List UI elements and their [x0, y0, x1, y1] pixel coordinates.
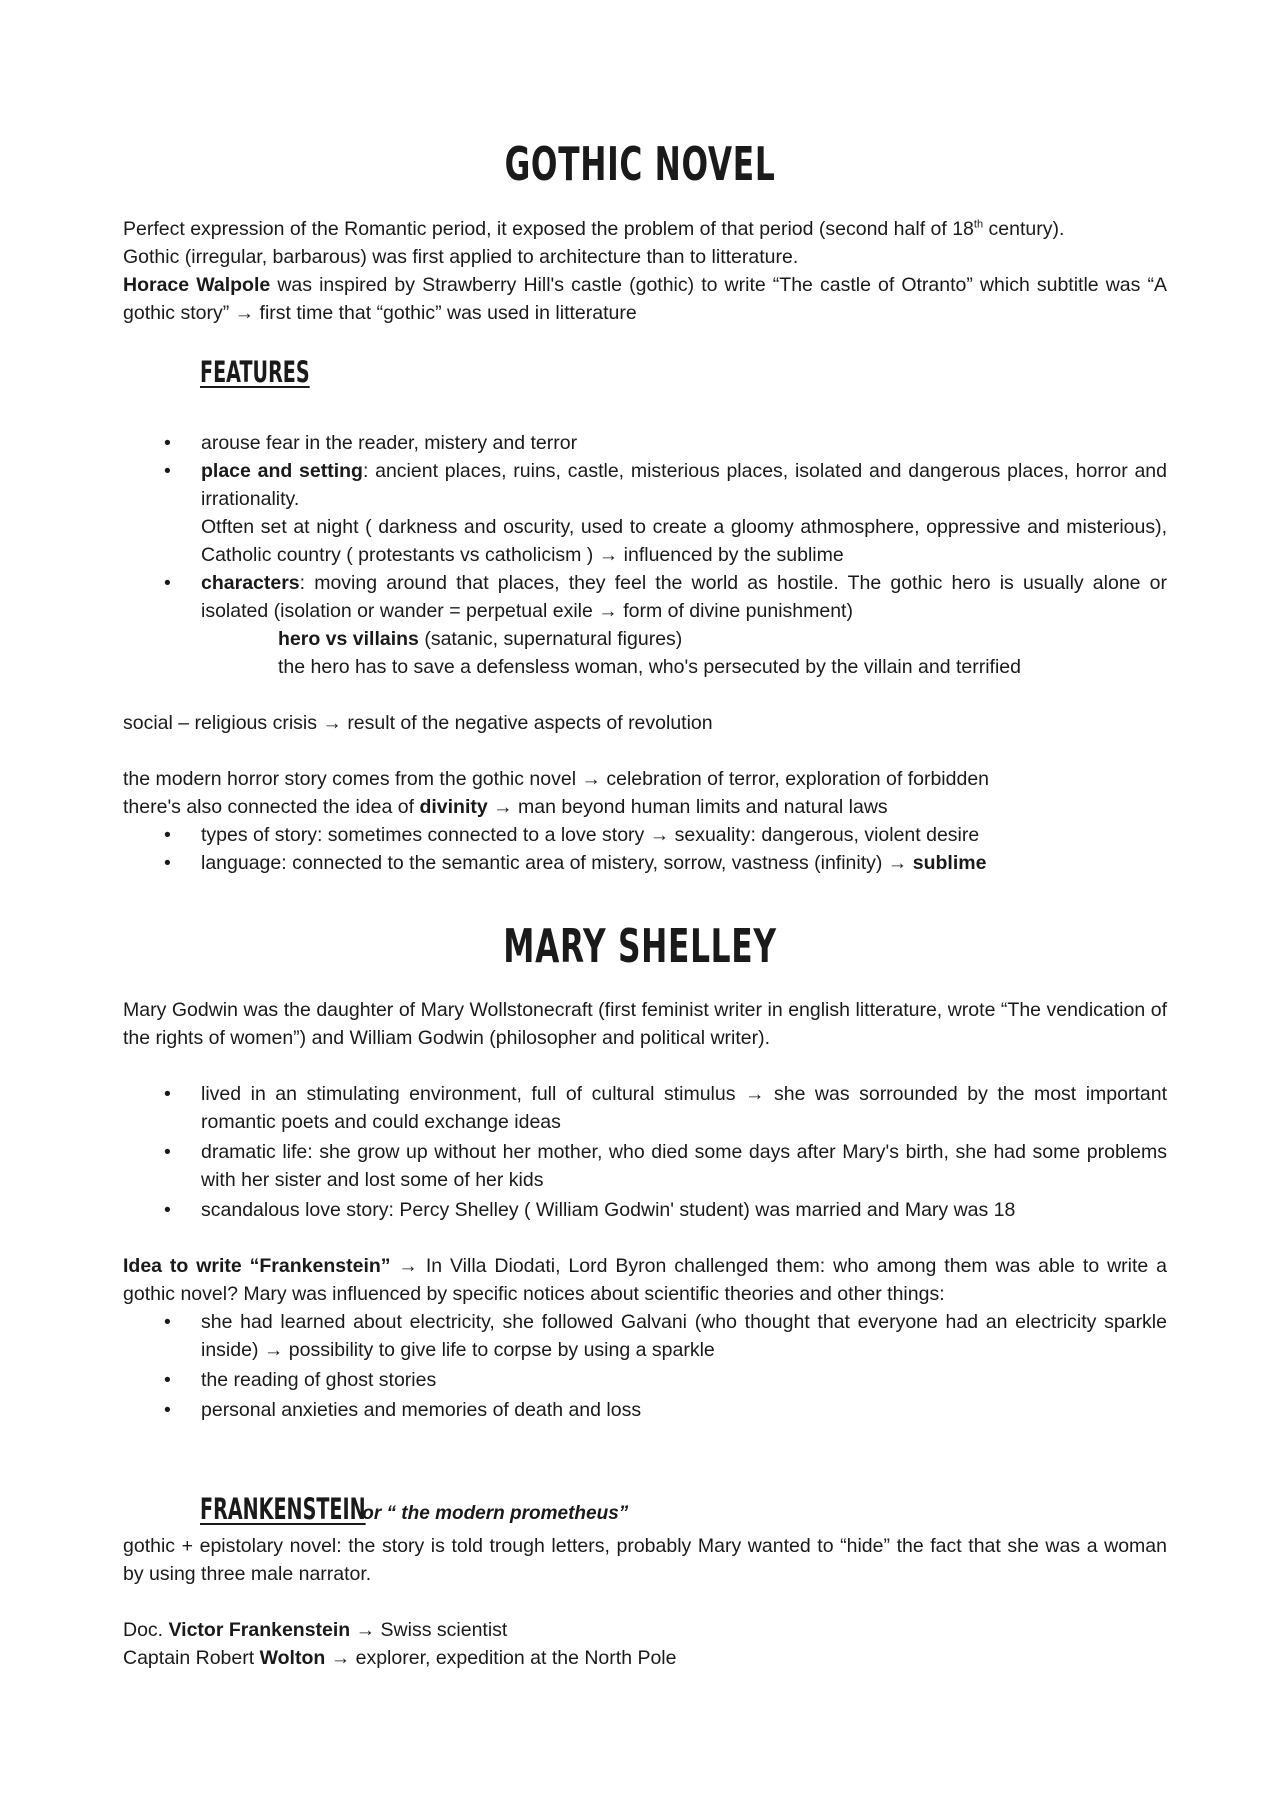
intro-line-1-sup: th: [973, 218, 984, 231]
frankenstein-desc: gothic + epistolary novel: the story is told trough letters, probably Mary wanted to “hide” the fact that she was a woman by using three male narrator.: [123, 1535, 1167, 1585]
modern-line-2-b: → man beyond human limits and natural laws: [487, 796, 888, 818]
language: [123, 849, 1167, 877]
intro-line-3: [123, 271, 1167, 327]
victor-desc: → Swiss scientist: [350, 1619, 508, 1641]
influence-electricity: • she had learned about electricity, she followed Galvani (who thought that everyone had an electricity sparkle inside) → possibility to give life to corpse by using a sparkle: [123, 1308, 1167, 1364]
modern-line-2: [123, 793, 1167, 821]
hero-vs-villains-text: (satanic, supernatural figures): [418, 628, 683, 650]
influences-list: [123, 1308, 1167, 1424]
feature-setting: [123, 457, 1167, 569]
spacer: [123, 1224, 1167, 1252]
spacer: [123, 681, 1167, 709]
features-heading-wrap: [200, 355, 1167, 390]
feature-setting-text: : ancient places, ruins, castle, misterious places, isolated and dangerous places, horror and irrationality.: [201, 460, 1167, 510]
feature-characters-text: : moving around that places, they feel the world as hostile. The gothic hero is usually alone or isolated (isolation or wander = perpetual exile → form of divine punishment): [201, 572, 1167, 622]
idea-text: → In Villa Diodati, Lord Byron challenged them: who among them was able to write a gothic novel? Mary was influenced by specific notices about scientific theories and other things:: [123, 1255, 1168, 1305]
mary-shelley-title: MARY SHELLEY: [503, 919, 777, 973]
frankenstein-section: [123, 1532, 1167, 1672]
mary-environment: • lived in an stimulating environment, full of cultural stimulus → she was sorrounded by the most important romantic poets and could exchange ideas: [123, 1080, 1167, 1136]
feature-characters-label: characters: [201, 572, 300, 594]
mary-shelley-title-wrap: [0, 918, 1280, 974]
mary-section: [123, 996, 1167, 1424]
intro-line-1-text: Perfect expression of the Romantic period, it exposed the problem of that period (second half of 18: [123, 218, 974, 240]
feature-fear: • arouse fear in the reader, mistery and terror: [123, 429, 1167, 457]
feature-setting-cont: Otften set at night ( darkness and oscurity, used to create a gloomy athmosphere, oppressive and misterious), Catholic country ( protestants vs catholicism ) → influenced by the sublime: [201, 516, 1167, 566]
horace-walpole: Horace Walpole: [123, 274, 271, 296]
mary-life-list: [123, 1080, 1167, 1224]
wolton-name: Wolton: [259, 1647, 326, 1669]
idea-label: Idea to write “Frankenstein”: [123, 1255, 391, 1277]
features-list-wrap: [123, 429, 1167, 877]
influence-anxieties: • personal anxieties and memories of death and loss: [123, 1396, 1167, 1424]
divinity: divinity: [419, 796, 488, 818]
features-list: [123, 429, 1167, 625]
wolton-desc: → explorer, expedition at the North Pole: [325, 1647, 677, 1669]
mary-love-story: • scandalous love story: Percy Shelley ( William Godwin' student) was married and Mary was 18: [123, 1196, 1167, 1224]
mary-dramatic-life: • dramatic life: she grow up without her mother, who died some days after Mary's birth, she had some problems with her sister and lost some of her kids: [123, 1138, 1167, 1194]
frankenstein-heading-wrap: [200, 1492, 1167, 1528]
influence-ghost-stories: • the reading of ghost stories: [123, 1366, 1167, 1394]
spacer: [123, 1588, 1167, 1616]
frankenstein-subtitle: or “ the modern prometheus”: [356, 1503, 629, 1524]
hero-vs-villains: [123, 625, 1167, 653]
mary-intro: Mary Godwin was the daughter of Mary Wollstonecraft (first feminist writer in english litterature, wrote “The vendication of the rights of women”) and William Godwin (philosopher and political writer).: [123, 999, 1167, 1049]
victor-pre: Doc.: [123, 1619, 169, 1641]
feature-characters: [123, 569, 1167, 625]
feature-setting-label: place and setting: [201, 460, 363, 482]
story-list: [123, 821, 1167, 877]
gothic-novel-title-wrap: [0, 136, 1280, 192]
features-heading: FEATURES: [200, 355, 310, 389]
modern-line-1: the modern horror story comes from the gothic novel → celebration of terror, exploration of forbidden: [123, 768, 990, 790]
wolton-pre: Captain Robert: [123, 1647, 260, 1669]
sublime: sublime: [912, 852, 987, 874]
intro-line-3-text: was inspired by Strawberry Hill's castle (gothic) to write “The castle of Otranto” which subtitle was “A gothic story” → first time that “gothic” was used in litterature: [123, 274, 1167, 324]
language-text: language: connected to the semantic area of mistery, sorrow, vastness (infinity) →: [201, 852, 913, 874]
wolton-line: [123, 1644, 1167, 1672]
victor-line: [123, 1616, 1167, 1644]
spacer: [123, 737, 1167, 765]
idea-paragraph: [123, 1252, 1167, 1308]
intro-line-1-end: century).: [983, 218, 1065, 240]
crisis-line: social – religious crisis → result of the negative aspects of revolution: [123, 712, 713, 734]
frankenstein-heading: FRANKENSTEIN: [200, 1492, 366, 1526]
types-of-story: • types of story: sometimes connected to a love story → sexuality: dangerous, violent desire: [123, 821, 1167, 849]
modern-line-2-a: there's also connected the idea of: [123, 796, 420, 818]
intro-line-2: Gothic (irregular, barbarous) was first applied to architecture than to litterature.: [123, 246, 799, 268]
gothic-intro: [123, 215, 1167, 327]
spacer: [123, 1052, 1167, 1080]
gothic-novel-title: GOTHIC NOVEL: [504, 137, 776, 191]
intro-line-1: [123, 215, 1167, 243]
hero-vs-villains-label: hero vs villains: [278, 628, 419, 650]
victor-name: Victor Frankenstein: [168, 1619, 351, 1641]
hero-save: the hero has to save a defensless woman, who's persecuted by the villain and terrified: [278, 656, 1021, 678]
